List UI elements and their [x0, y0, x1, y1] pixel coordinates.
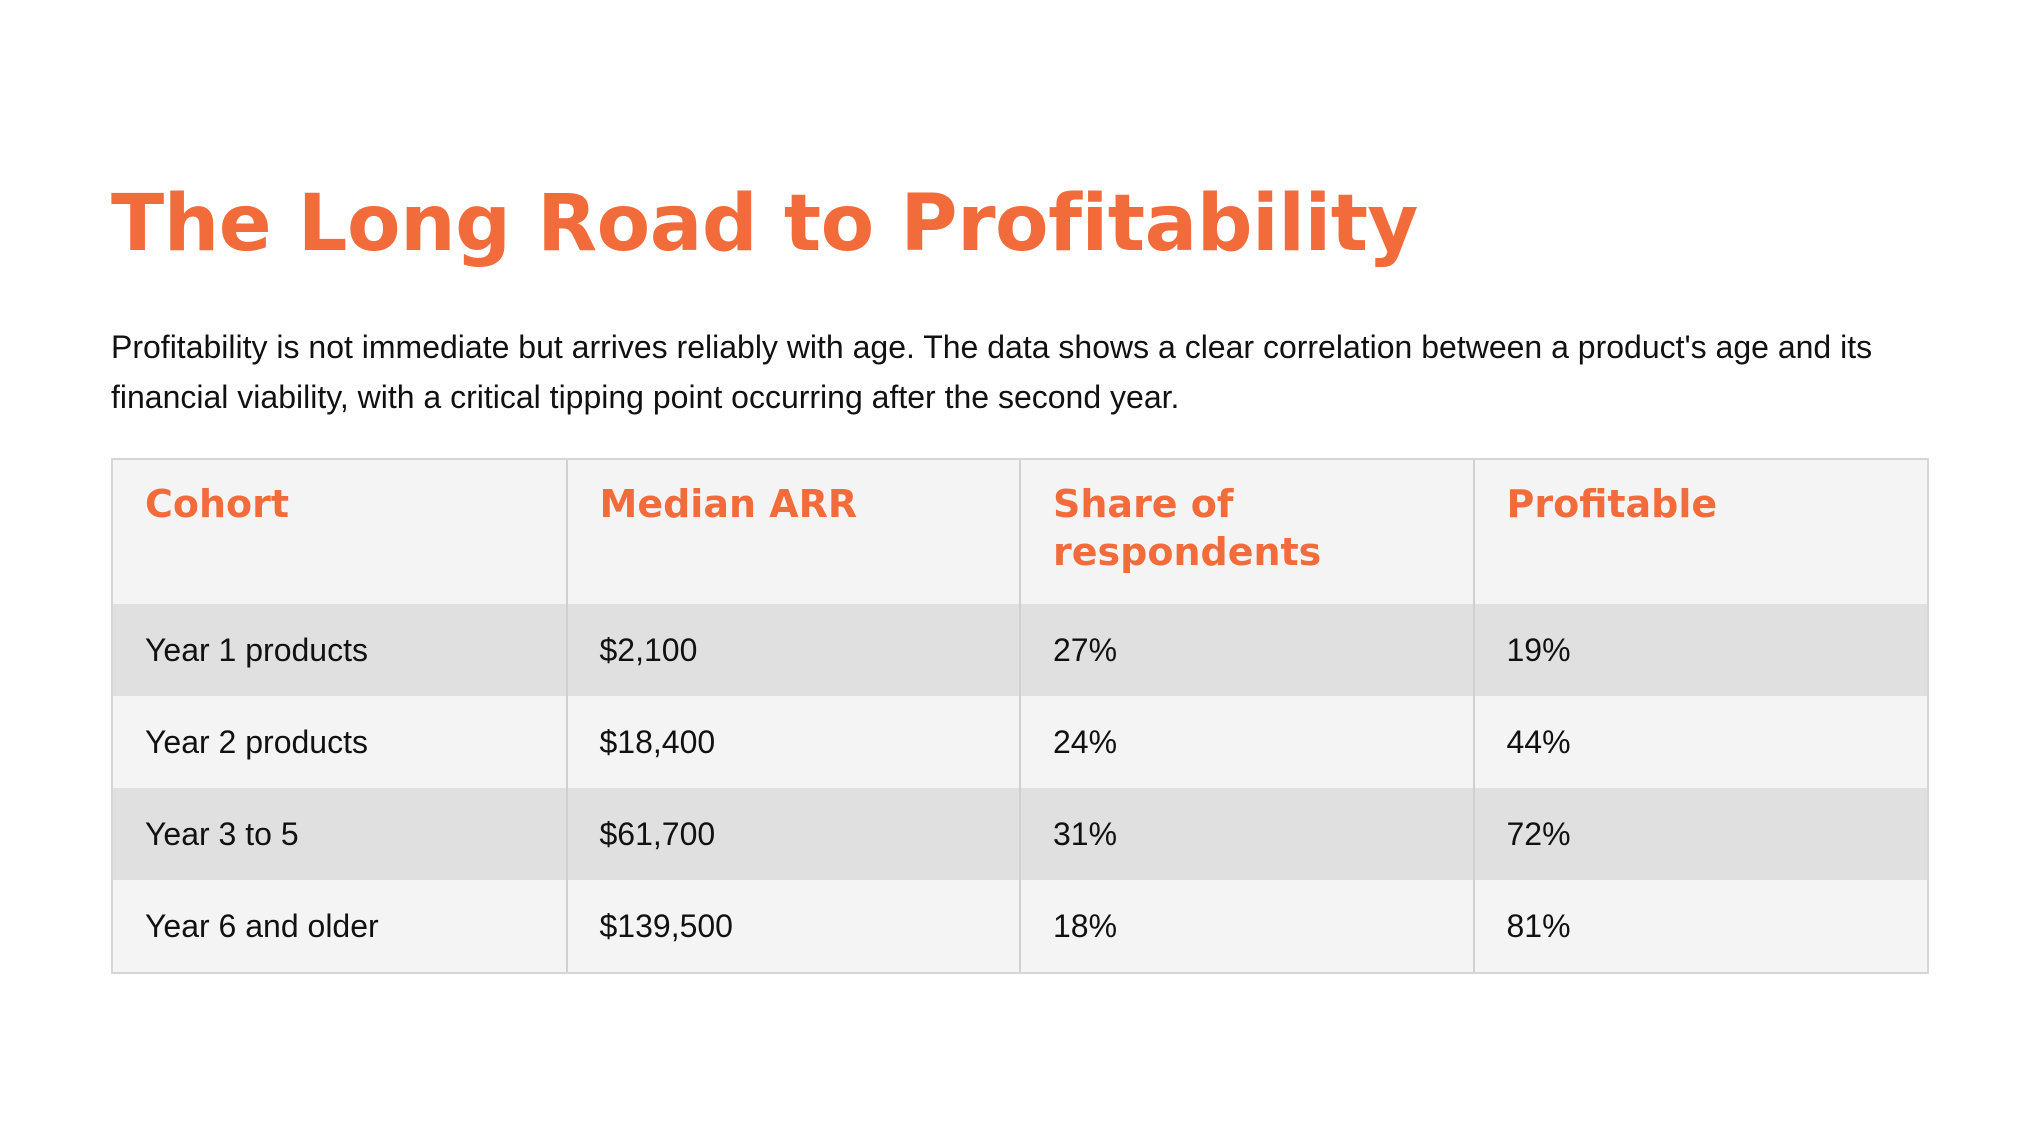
cell-profitable: 19%	[1474, 604, 1928, 696]
cell-median-arr: $18,400	[567, 696, 1021, 788]
column-header-median-arr: Median ARR	[567, 460, 1021, 604]
cell-share: 27%	[1020, 604, 1474, 696]
cell-cohort: Year 2 products	[145, 723, 368, 760]
cell-profitable: 81%	[1474, 880, 1928, 972]
table-row	[113, 880, 1927, 972]
column-header-share: Share of respondents	[1020, 460, 1474, 604]
page-title: The Long Road to Profitability	[111, 179, 1418, 269]
cell-cohort: Year 1 products	[145, 631, 368, 668]
cell-profitable: 44%	[1474, 696, 1928, 788]
cell-cohort: Year 3 to 5	[145, 815, 299, 852]
table-row	[113, 604, 1927, 696]
cell-median-arr: $139,500	[567, 880, 1021, 972]
cell-median-arr: $61,700	[567, 788, 1021, 880]
table-row	[113, 788, 1927, 880]
cell-share: 24%	[1020, 696, 1474, 788]
column-header-cohort: Cohort	[145, 482, 290, 526]
column-header-profitable: Profitable	[1474, 460, 1928, 604]
cell-share: 18%	[1020, 880, 1474, 972]
cell-profitable: 72%	[1474, 788, 1928, 880]
table-header-row	[113, 460, 1927, 604]
page-subtitle: Profitability is not immediate but arrives reliably with age. The data shows a clear correlation between a product's age and its financial viability, with a critical tipping point occurring after the second year.	[111, 329, 1873, 415]
profitability-table	[111, 458, 1929, 974]
cell-cohort: Year 6 and older	[145, 907, 379, 944]
cell-share: 31%	[1020, 788, 1474, 880]
table-row	[113, 696, 1927, 788]
cell-median-arr: $2,100	[567, 604, 1021, 696]
